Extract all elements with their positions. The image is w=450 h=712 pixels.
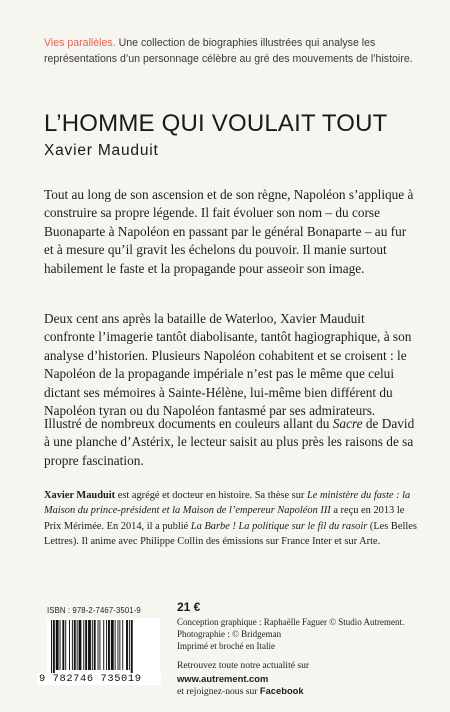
barcode-digits: 9 782746 735019: [37, 673, 161, 685]
blurb-p3-sacre: Sacre: [332, 416, 363, 431]
barcode-bar: [98, 620, 99, 670]
series-description: [44, 35, 424, 67]
series-name: Vies parallèles.: [44, 37, 116, 49]
isbn-label: ISBN : 978-2-7467-3501-9: [47, 606, 141, 615]
barcode-bar: [56, 620, 59, 670]
credits-printed: Imprimé et broché en Italie: [177, 641, 275, 651]
barcode-bar: [51, 620, 52, 674]
blurb-p3-start: Illustré de nombreux documents en couleurs allant du: [44, 416, 333, 431]
bio-book-title: La Barbe ! La politique sur le fil du rasoir: [190, 520, 368, 532]
credits-design: Conception graphique : Raphaëlle Faguer © Studio Autrement.: [177, 617, 405, 627]
barcode-bar: [72, 620, 73, 670]
follow-text: et rejoignez-nous sur: [177, 686, 260, 698]
barcode-bar: [99, 620, 100, 670]
credits-photo: Photographie : © Bridgeman: [177, 629, 282, 639]
barcode-bar: [129, 620, 130, 670]
barcode-bars: [47, 618, 160, 674]
barcode-bar: [108, 620, 110, 670]
barcode-bar: [103, 620, 104, 670]
barcode-bar: [79, 620, 82, 670]
follow-line-1: Retrouvez toute notre actualité sur: [177, 660, 310, 671]
barcode-bar: [65, 620, 66, 670]
credits: [177, 616, 407, 652]
facebook-link[interactable]: Facebook: [259, 685, 304, 697]
website-link[interactable]: www.autrement.com: [177, 672, 269, 684]
barcode-bar: [62, 620, 64, 670]
barcode-bar: [106, 620, 107, 670]
author-bio: [44, 488, 419, 550]
book-title: L’HOMME QUI VOULAIT TOUT: [44, 110, 388, 137]
barcode-bar: [83, 620, 84, 670]
book-author: Xavier Mauduit: [44, 142, 159, 159]
barcode-bar: [119, 620, 120, 670]
bio-text-1: est agrégé et docteur en histoire. Sa thèse sur: [115, 490, 307, 501]
barcode-bar: [88, 620, 91, 670]
price: 21 €: [177, 600, 201, 614]
barcode-bar: [118, 620, 119, 670]
bio-author-name: Xavier Mauduit: [44, 490, 116, 501]
barcode-bar: [131, 620, 133, 674]
series-text: Une collection de biographies illustrées qui analyse les représentations d’un personnage célèbre au gré des mouvements de l’histoire.: [44, 37, 413, 65]
barcode-bar: [94, 620, 96, 670]
barcode-bar: [92, 620, 93, 670]
follow-line-3: [177, 685, 407, 699]
blurb-paragraph-2: Deux cent ans après la bataille de Waterloo, Xavier Mauduit confronte l’imagerie tantôt diabolisante, tantôt hagiographique, à son analyse d’historien. Plusieurs Napoléon cohabitent et se croisent : le Napoléon de la propagande impériale n’est pas le même que celui dictant ses mémoires à Sainte-Hélène, lui-même bien différent du Napoléon tyran ou du Napoléon fantasmé par ses admirateurs.: [44, 311, 412, 419]
barcode-bar: [74, 620, 76, 670]
barcode-bar: [122, 620, 123, 670]
barcode-bar: [53, 620, 55, 674]
barcode-bar: [85, 620, 87, 670]
barcode-bar: [115, 620, 116, 670]
blurb-paragraph-3: [44, 415, 416, 470]
barcode-bar: [111, 620, 114, 670]
follow-us: [177, 660, 407, 699]
blurb-paragraph-1: Tout au long de son ascension et de son règne, Napoléon s’applique à construire sa propre légende. Il fait évoluer son nom – du corse Buonaparte à Napoléon en passant par le général Bonaparte – au fur et à mesure qu’il gravit les échelons du pouvoir. Il manie surtout habilement le faste et la propagande pour asseoir son image.: [44, 187, 414, 276]
bio-text-3: (Les Belles Lettres). Il anime avec Philippe Collin des émissions sur France Inter et sur Arte.: [44, 520, 417, 548]
bio-thesis-title: Le ministère du faste : la Maison du prince-président et la Maison de l’empereur Napoléon III: [44, 490, 411, 517]
barcode-bar: [69, 620, 70, 670]
barcode-bar: [77, 620, 78, 670]
barcode-bar: [60, 620, 61, 670]
bio-text-2: a reçu en 2013 le Prix Mérimée. En 2014, il a publié: [44, 505, 405, 532]
blurb-p3-end: de David à une planche d’Astérix, le lecteur saisit au plus près les raisons de sa propre fascination.: [44, 416, 415, 468]
barcode-bar: [126, 620, 128, 670]
